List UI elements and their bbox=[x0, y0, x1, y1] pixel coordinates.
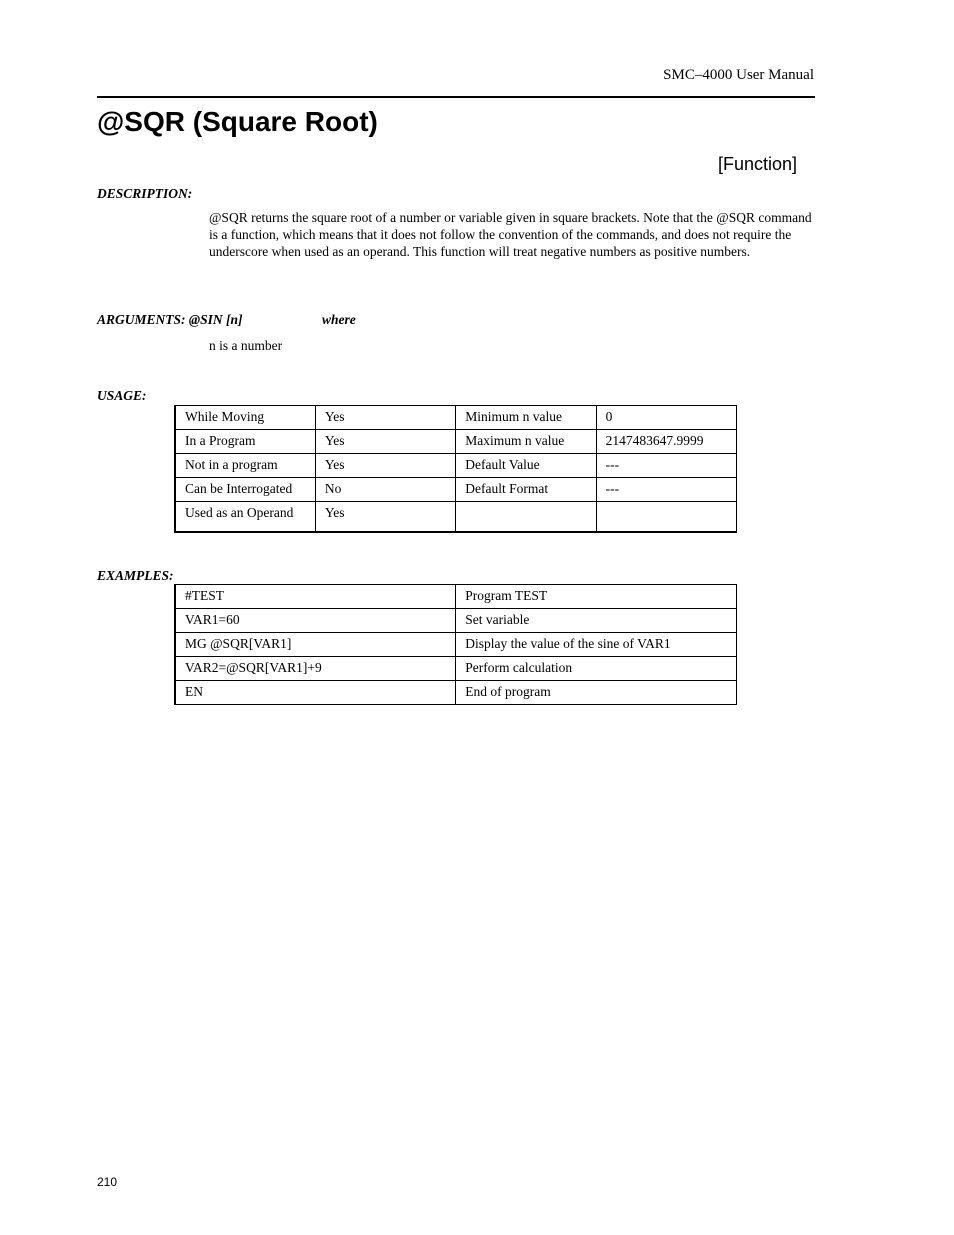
table-cell: In a Program bbox=[175, 430, 315, 454]
example-comment: Program TEST bbox=[456, 585, 737, 609]
example-code: MG @SQR[VAR1] bbox=[175, 633, 456, 657]
example-comment: Display the value of the sine of VAR1 bbox=[456, 633, 737, 657]
table-cell bbox=[596, 502, 736, 532]
header-rule bbox=[97, 96, 815, 98]
description-label: DESCRIPTION: bbox=[97, 186, 193, 201]
example-code: VAR2=@SQR[VAR1]+9 bbox=[175, 657, 456, 681]
table-cell: --- bbox=[596, 454, 736, 478]
table-cell: Yes bbox=[315, 454, 455, 478]
table-row bbox=[175, 454, 737, 478]
example-comment: Perform calculation bbox=[456, 657, 737, 681]
table-row bbox=[175, 502, 737, 532]
table-cell: Yes bbox=[315, 406, 455, 430]
table-cell: Minimum n value bbox=[456, 406, 596, 430]
examples-table bbox=[174, 584, 737, 705]
arguments-where: where bbox=[322, 312, 356, 327]
example-code: VAR1=60 bbox=[175, 609, 456, 633]
arguments-label: ARGUMENTS: @SIN [n] bbox=[97, 312, 243, 327]
example-code: EN bbox=[175, 681, 456, 705]
table-cell: No bbox=[315, 478, 455, 502]
running-header: SMC–4000 User Manual bbox=[663, 67, 814, 83]
table-cell: Default Format bbox=[456, 478, 596, 502]
table-cell: Maximum n value bbox=[456, 430, 596, 454]
usage-table bbox=[174, 405, 737, 533]
table-cell: Can be Interrogated bbox=[175, 478, 315, 502]
table-cell: 0 bbox=[596, 406, 736, 430]
table-row bbox=[175, 633, 737, 657]
table-cell: Yes bbox=[315, 502, 455, 532]
table-row bbox=[175, 681, 737, 705]
table-row bbox=[175, 478, 737, 502]
table-cell: --- bbox=[596, 478, 736, 502]
table-row bbox=[175, 406, 737, 430]
table-row bbox=[175, 609, 737, 633]
table-cell: Not in a program bbox=[175, 454, 315, 478]
page-title: @SQR (Square Root) bbox=[97, 106, 378, 137]
example-comment: Set variable bbox=[456, 609, 737, 633]
table-row bbox=[175, 657, 737, 681]
description-text: @SQR returns the square root of a number or variable given in square brackets. Note that the @SQR command is a function, which means that it does not follow the convention of the commands, and does not require the underscore when used as an operand. This function will treat negative numbers as positive numbers. bbox=[209, 210, 812, 259]
page-number: 210 bbox=[97, 1175, 118, 1189]
table-cell: Used as an Operand bbox=[175, 502, 315, 532]
table-cell: Yes bbox=[315, 430, 455, 454]
table-row bbox=[175, 585, 737, 609]
example-comment: End of program bbox=[456, 681, 737, 705]
table-cell: Default Value bbox=[456, 454, 596, 478]
table-cell: 2147483647.9999 bbox=[596, 430, 736, 454]
usage-label: USAGE: bbox=[97, 388, 147, 403]
examples-label: EXAMPLES: bbox=[97, 568, 174, 583]
table-cell: While Moving bbox=[175, 406, 315, 430]
table-cell bbox=[456, 502, 596, 532]
table-row bbox=[175, 430, 737, 454]
example-code: #TEST bbox=[175, 585, 456, 609]
command-type: [Function] bbox=[717, 154, 797, 174]
argument-n-description: n is a number bbox=[209, 338, 283, 353]
